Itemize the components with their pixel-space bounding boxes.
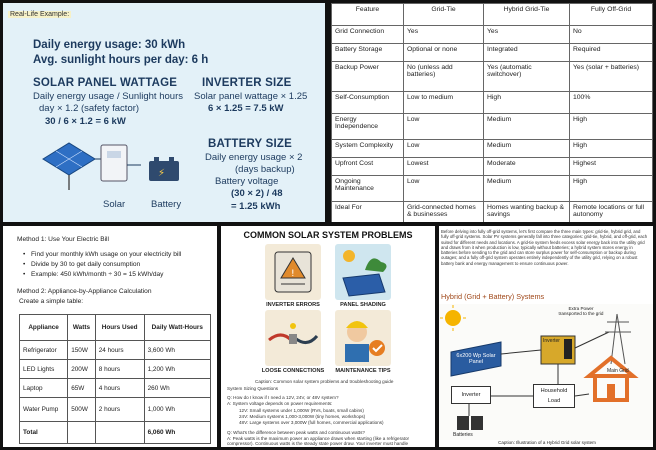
table-row <box>20 398 211 422</box>
cell: High <box>570 114 653 140</box>
cell: Self-Consumption <box>332 92 404 114</box>
svg-text:!: ! <box>291 269 295 279</box>
cell: 260 Wh <box>144 379 210 398</box>
table-header-row <box>332 4 653 26</box>
technician-icon <box>335 310 391 366</box>
cell: Ongoing Maintenance <box>332 176 404 202</box>
cell: Ideal For <box>332 202 404 223</box>
cell: 8 hours <box>95 360 144 379</box>
solar-problems-panel <box>221 226 435 447</box>
cell: Required <box>570 44 653 62</box>
table-header-row <box>20 315 211 341</box>
table-row <box>332 158 653 176</box>
problems-title: COMMON SOLAR SYSTEM PROBLEMS <box>243 230 413 240</box>
loose-wire-icon <box>265 310 321 366</box>
batteries-label: Batteries <box>453 432 473 438</box>
inverter-icon <box>101 145 127 181</box>
cell: Low <box>404 176 484 202</box>
cell: Low <box>404 114 484 140</box>
header-cell: Watts <box>68 315 96 341</box>
panel-shading-label: PANEL SHADING <box>340 302 386 308</box>
header-feature: Feature <box>332 4 404 26</box>
solar-desc-1: Daily energy usage / Sunlight hours <box>33 91 183 102</box>
example-tag: Real-Life Example: <box>10 11 70 18</box>
cell <box>68 422 96 444</box>
battery-label: Battery <box>151 199 182 210</box>
cell: Homes wanting backup & savings <box>484 202 570 223</box>
inverter-warning-icon <box>265 244 321 300</box>
table-row <box>332 62 653 92</box>
consumption-methods-panel <box>3 226 217 447</box>
header-cell: Daily Watt-Hours <box>144 315 210 341</box>
cell: Grid Connection <box>332 26 404 44</box>
maintenance-tips-card <box>335 310 391 366</box>
header-cell: Hours Used <box>95 315 144 341</box>
cell <box>95 422 144 444</box>
cell: Low to medium <box>404 92 484 114</box>
header-off-grid: Fully Off-Grid <box>570 4 653 26</box>
solar-calc: 30 / 6 × 1.2 = 6 kW <box>45 116 126 127</box>
table-row <box>332 92 653 114</box>
cell: LED Lights <box>20 360 68 379</box>
cell: Yes <box>404 26 484 44</box>
battery-calc-2: = 1.25 kWh <box>231 201 281 212</box>
sunlight-line: Avg. sunlight hours per day: 6 h <box>33 54 209 66</box>
inverter-top-label: Inverter <box>543 338 560 344</box>
cell: No (unless add batteries) <box>404 62 484 92</box>
cell: Moderate <box>484 158 570 176</box>
hybrid-system-panel <box>439 226 653 447</box>
inverter-errors-label: INVERTER ERRORS <box>266 302 320 308</box>
questions-heading: System Sizing Questions <box>227 386 279 391</box>
cell: 65W <box>68 379 96 398</box>
cell: 150W <box>68 341 96 360</box>
sizing-example-panel <box>3 3 325 222</box>
table-row <box>332 140 653 158</box>
header-grid-tie: Grid-Tie <box>404 4 484 26</box>
cell: System Complexity <box>332 140 404 158</box>
cell: 2 hours <box>95 398 144 422</box>
cell: 3,600 Wh <box>144 341 210 360</box>
cell: Yes (solar + batteries) <box>570 62 653 92</box>
solar-wattage-title: SOLAR PANEL WATTAGE <box>33 77 178 89</box>
table-row <box>332 26 653 44</box>
intro-paragraph: Before delving into fully off-grid systems, let's first compare the three main types: grid-tie, hybrid grid, and fully off-grid systems. Solar PV systems generally fall into three categories: grid-tie, hybrid, and off-grid, each suited for different needs and locations. A grid-tie system feeds excess solar energy back into the utility grid and draws from it when production is low, typically without batteries; a hybrid system stores energy in batteries before sending to the grid and can store surplus power for self-consumption or backup during outages; and a fully off-grid system operates entirely independently of the utility grid, relying on a robust battery bank and energy management to ensure continuous power. <box>441 229 648 266</box>
battery-size-title: BATTERY SIZE <box>208 138 292 150</box>
solar-label: Solar <box>103 199 126 210</box>
usage-line: Daily energy usage: 30 kWh <box>33 39 186 51</box>
cell: 100% <box>570 92 653 114</box>
table-row <box>332 114 653 140</box>
panel-shading-card <box>335 244 391 300</box>
question-1: Q: How do I know if I need a 12V, 24V, or 48V system? <box>227 395 339 400</box>
comparison-table <box>331 3 653 222</box>
cell: 6,060 Wh <box>144 422 210 444</box>
comparison-table-panel <box>331 3 653 222</box>
loose-connections-label: LOOSE CONNECTIONS <box>261 368 325 374</box>
cell: Highest <box>570 158 653 176</box>
inverter-size-title: INVERTER SIZE <box>202 77 292 89</box>
cell: 1,200 Wh <box>144 360 210 379</box>
inverter-errors-card <box>265 244 321 300</box>
cell: Yes <box>484 26 570 44</box>
battery-icon <box>149 157 179 181</box>
table-row <box>332 176 653 202</box>
cell: Lowest <box>404 158 484 176</box>
cell: 24 hours <box>95 341 144 360</box>
cell: High <box>570 140 653 158</box>
table-row <box>20 341 211 360</box>
answer-1-bullet: 24V: Medium systems 1,000-3,000W (tiny homes, workshops) <box>239 414 366 419</box>
answer-2: A: Peak watts is the maximum power an appliance draws when starting (like a refrigerator compressor). Continuous watts is the steady state power draw. Your inverter must handle <box>227 436 410 446</box>
household-load-box: Household Load <box>533 384 575 408</box>
cell: High <box>484 92 570 114</box>
table-row <box>20 379 211 398</box>
cell: Medium <box>484 114 570 140</box>
table-total-row <box>20 422 211 444</box>
answer-1-bullet: 48V: Large systems over 3,000W (full homes, commercial applications) <box>239 420 384 425</box>
battery-desc-2: (days backup) <box>235 164 295 175</box>
inverter-calc: 6 × 1.25 = 7.5 kW <box>208 103 284 114</box>
cell: Battery Storage <box>332 44 404 62</box>
cell: No <box>570 26 653 44</box>
battery-desc-1: Daily energy usage × 2 <box>205 152 303 163</box>
main-grid-label: Main Grid <box>607 368 629 374</box>
inverter-box: Inverter <box>451 386 491 404</box>
table-row <box>332 44 653 62</box>
cell: Optional or none <box>404 44 484 62</box>
method-2-sub: Create a simple table: <box>19 298 84 305</box>
method-2-heading: Method 2: Appliance-by-Appliance Calculation <box>17 288 152 295</box>
inverter-desc: Solar panel wattage × 1.25 <box>194 91 308 102</box>
hybrid-section-heading: Hybrid (Grid + Battery) Systems <box>441 292 545 301</box>
method-1-heading: Method 1: Use Your Electric Bill <box>17 236 109 243</box>
cell: Medium <box>484 176 570 202</box>
cell: High <box>570 176 653 202</box>
header-cell: Appliance <box>20 315 68 341</box>
cell: Refrigerator <box>20 341 68 360</box>
appliance-table <box>19 314 211 444</box>
cell: 500W <box>68 398 96 422</box>
cell: Total <box>20 422 68 444</box>
problems-caption: Caption: Common solar system problems and troubleshooting guide <box>255 379 394 384</box>
extra-power-label: Extra Power transported to the grid <box>558 306 604 316</box>
maintenance-tips-label: MAINTENANCE TIPS <box>335 368 391 374</box>
cell: Yes (automatic switchover) <box>484 62 570 92</box>
hybrid-caption: Caption: Illustration of a Hybrid Grid solar system <box>498 440 596 445</box>
battery-desc-3: Battery voltage <box>215 176 279 187</box>
cell: Water Pump <box>20 398 68 422</box>
method-1-bullet: • Find your monthly kWh usage on your electricity bill <box>31 251 181 258</box>
header-hybrid: Hybrid Grid-Tie <box>484 4 570 26</box>
solar-desc-2: day × 1.2 (safety factor) <box>39 103 140 114</box>
method-1-bullet: • Divide by 30 to get daily consumption <box>31 261 140 268</box>
svg-text:⚡: ⚡ <box>158 168 166 179</box>
method-1-bullet: • Example: 450 kWh/month ÷ 30 = 15 kWh/day <box>31 271 163 278</box>
cell: Remote locations or full autonomy <box>570 202 653 223</box>
cell: Integrated <box>484 44 570 62</box>
cell: 4 hours <box>95 379 144 398</box>
question-2: Q: What's the difference between peak watts and continuous watts? <box>227 430 365 435</box>
cell: Backup Power <box>332 62 404 92</box>
loose-connections-card <box>265 310 321 366</box>
cell: Medium <box>484 140 570 158</box>
battery-calc-1: (30 × 2) / 48 <box>231 188 283 199</box>
answer-1: A: System voltage depends on power requirements: <box>227 401 333 406</box>
table-row <box>20 360 211 379</box>
cell: Upfront Cost <box>332 158 404 176</box>
solar-panel-label: 6x200 Wp Solar Panel <box>456 353 496 365</box>
cell: 1,000 Wh <box>144 398 210 422</box>
answer-1-bullet: 12V: Small systems under 1,000W (RVs, boats, small cabins) <box>239 408 364 413</box>
cell: Grid-connected homes & businesses <box>404 202 484 223</box>
cell: Energy Independence <box>332 114 404 140</box>
cell: Low <box>404 140 484 158</box>
solar-panel-icon <box>43 143 95 190</box>
table-row <box>332 202 653 223</box>
shaded-panel-icon <box>335 244 391 300</box>
cell: Laptop <box>20 379 68 398</box>
cell: 200W <box>68 360 96 379</box>
